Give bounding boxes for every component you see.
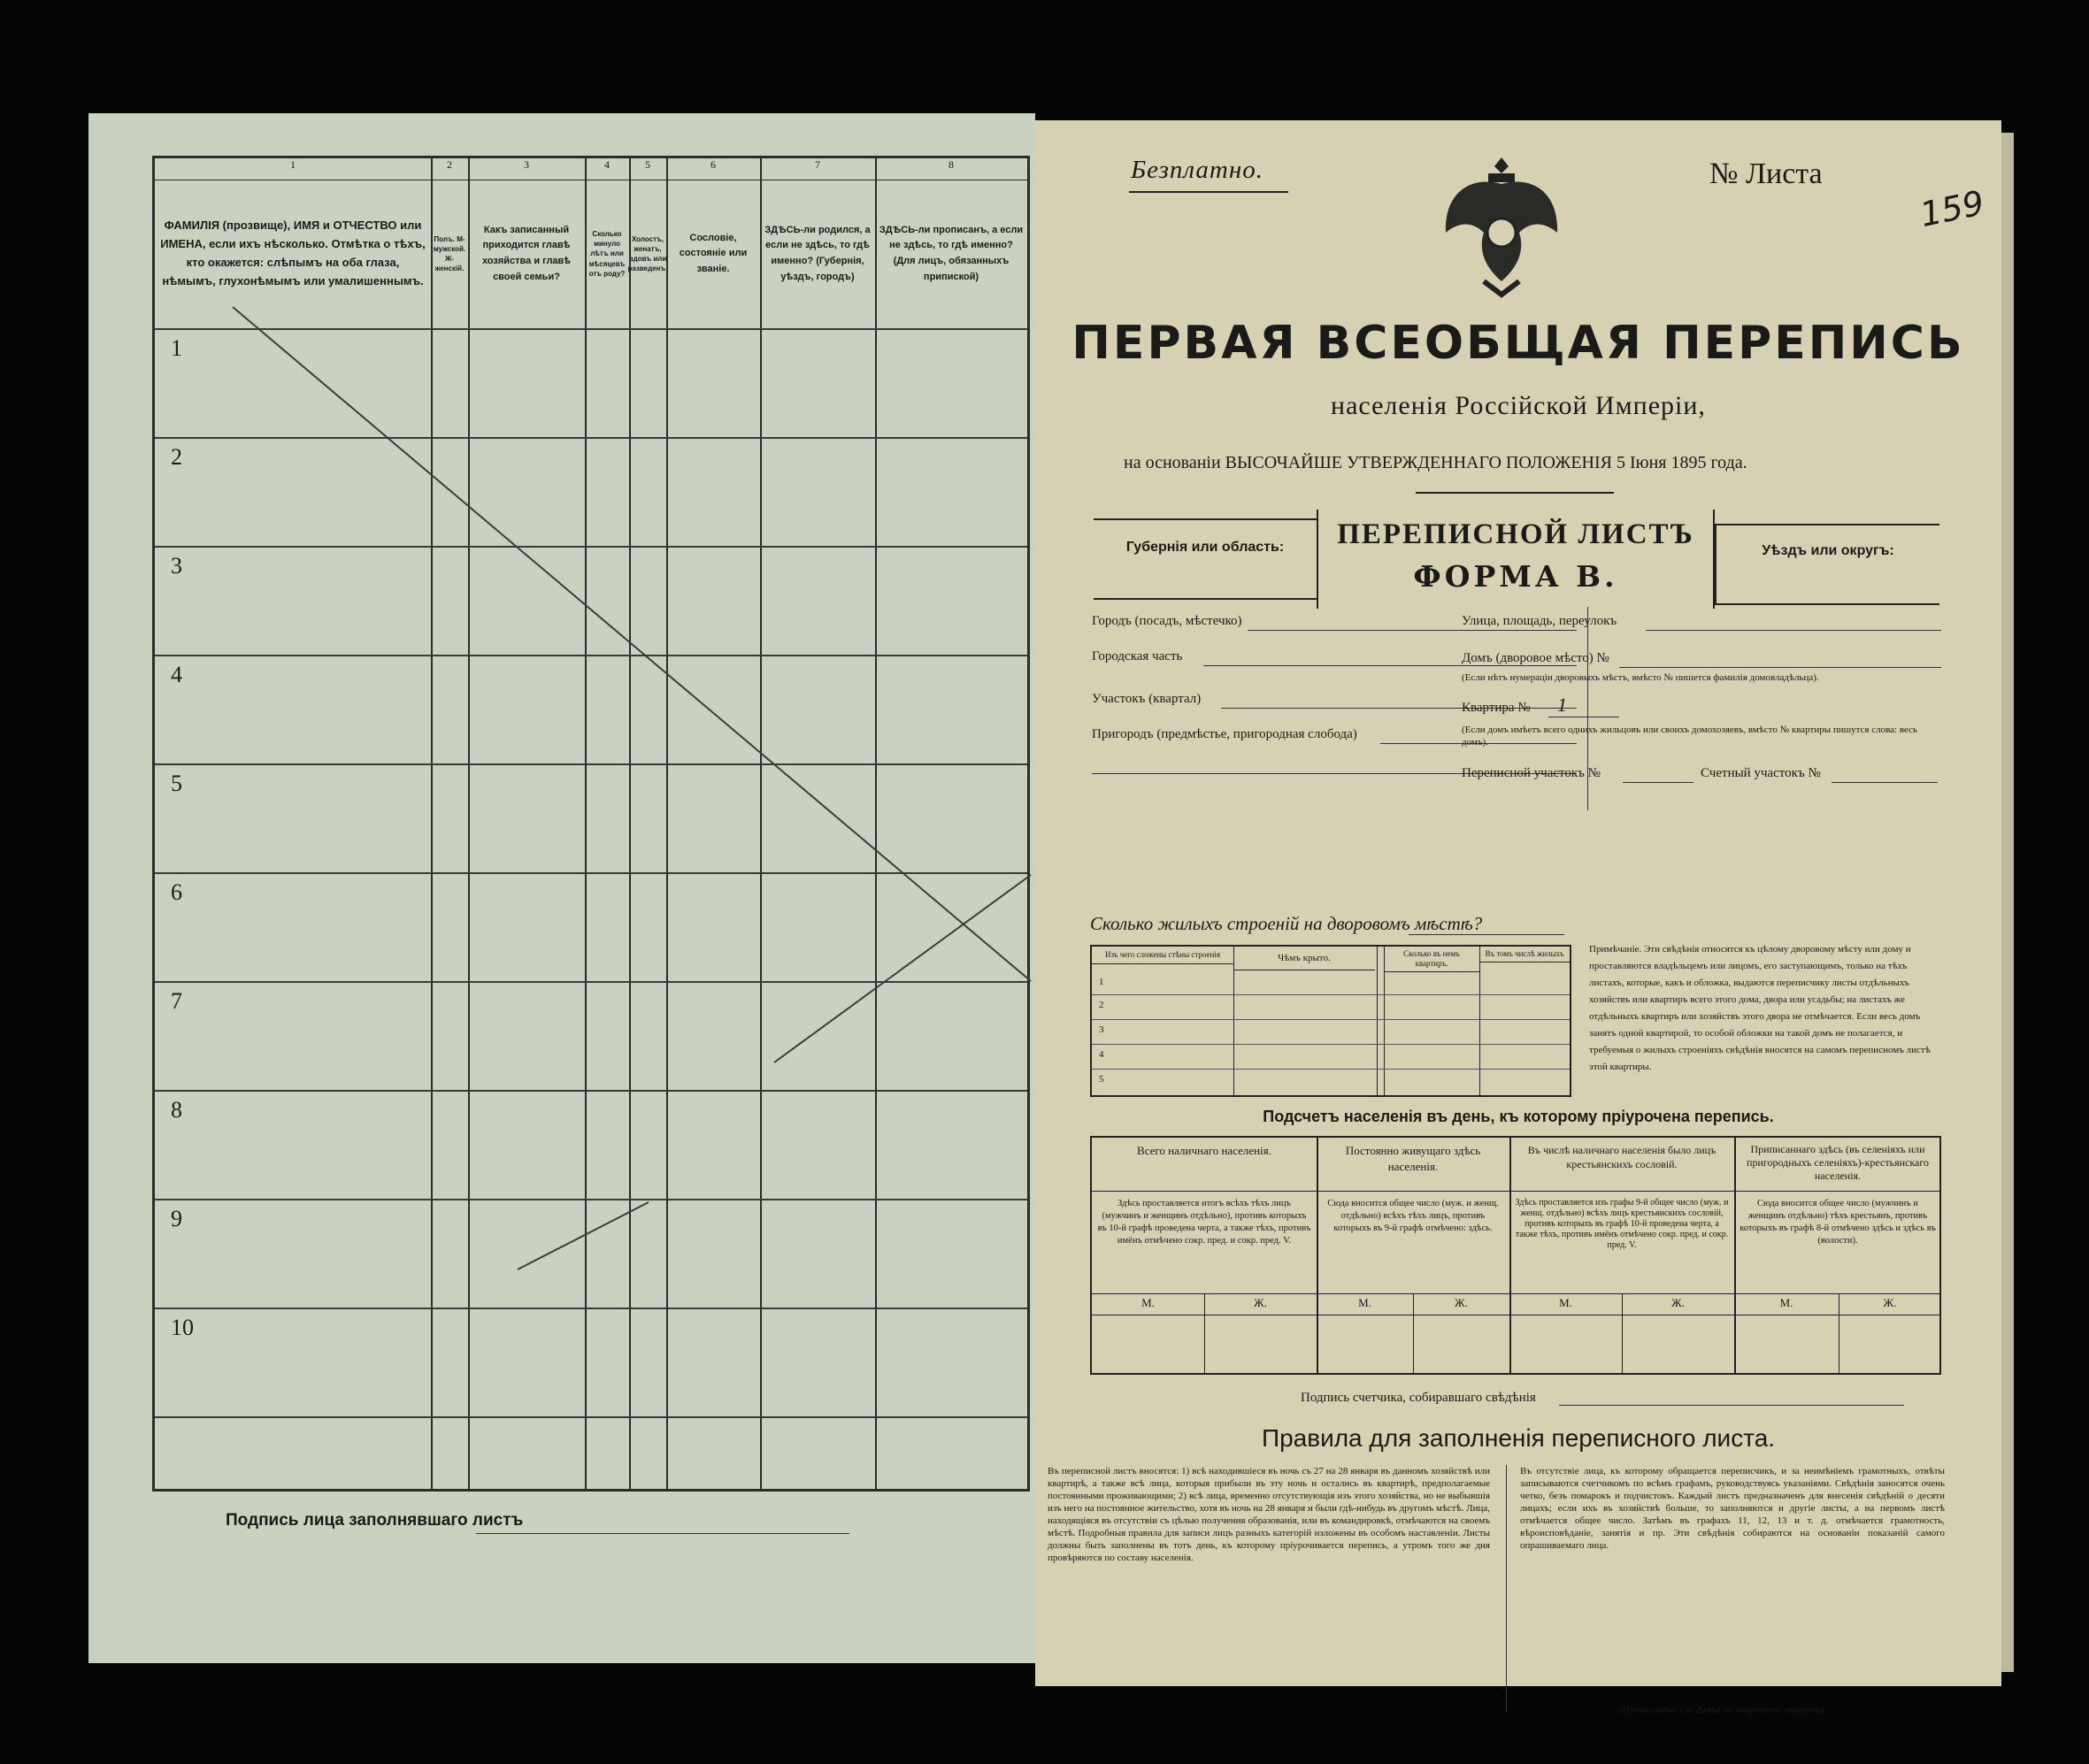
dwelling-row: 3 [1099, 1024, 1104, 1035]
col-number-1: 1 [155, 158, 431, 180]
rules-column-1: Въ переписной листъ вносятся: 1) всѣ находившіеся въ ночь съ 27 на 28 января въ данномъ хозяйствѣ или квартирѣ, а также всѣ лица, которыя прибыли въ эту ночь и остались въ квартирѣ, предполагаемые постоянными проживающими; 2) всѣ лица, временно отсутствующія изъ этого хозяйства, но не выбывшія изъ него на постоянное жительство, хотя въ ночь на 28 января и были гдѣ-нибудь въ другомъ мѣстѣ. Лица, находящіяся въ отсутствіи съ цѣлью получения образованія, или въ командировкѣ, отмѣчаются на своемъ мѣстѣ. Подробныя правила для записи лицъ разныхъ категорій изложены въ особомъ наставленіи. Листы должны быть заполнены въ тотъ день, къ которому пріурочивается перепись, а утромъ того же дня провѣряются по составу населенія. [1048, 1466, 1490, 1563]
dwelling-row: 2 [1099, 1000, 1104, 1010]
sheet-number-value: 159 [1916, 182, 1988, 235]
col-number-5: 5 [629, 158, 666, 180]
row-number: 3 [171, 553, 182, 579]
count-header-peasant: Въ числѣ наличнаго населенія было лицъ крестьянскихъ сословій. [1527, 1144, 1717, 1170]
pencil-strokes [155, 158, 1033, 1494]
dwelling-row: 4 [1099, 1049, 1104, 1060]
apartment-note: (Если домъ имѣетъ всего однихъ жильцовъ или своихъ домохозяевъ, вмѣсто № квартиры пишутся слова: весь домъ). [1462, 725, 1918, 748]
count-header-present: Всего наличнаго населенія. [1137, 1144, 1271, 1157]
col-number-7: 7 [760, 158, 875, 180]
header-age: Сколько минуло лѣтъ или мѣсяцевъ отъ роду? [588, 230, 626, 278]
sheet-number-label: № Листа [1709, 157, 1823, 190]
census-entry-table [152, 156, 1030, 1492]
row-number: 10 [171, 1315, 194, 1340]
field-street: Улица, площадь, переулокъ [1462, 614, 1617, 628]
field-line [1409, 934, 1564, 935]
column-divider [1233, 947, 1234, 1095]
field-suburb: Пригородъ (предмѣстье, пригородная слобода) [1092, 727, 1357, 741]
sex-female: Ж. [1455, 1296, 1468, 1309]
count-header-permanent: Постоянно живущаго здѣсь населенія. [1345, 1144, 1481, 1173]
sex-male: М. [1358, 1296, 1371, 1309]
dwelling-question: Сколько жилыхъ строеній на дворовомъ мѣстѣ? [1090, 913, 1483, 934]
row-number: 2 [171, 444, 182, 470]
counter-signature-line [1559, 1405, 1904, 1406]
page-title: ПЕРВАЯ ВСЕОБЩАЯ ПЕРЕПИСЬ [1071, 317, 1965, 370]
row-divider [1092, 1069, 1570, 1070]
field-apartment: Квартира № [1462, 701, 1531, 715]
count-header-registered: Приписаннаго здѣсь (въ селеніяхъ или пригородныхъ селеніяхъ)-крестьянскаго населенія. [1747, 1143, 1929, 1182]
field-line [1832, 782, 1938, 783]
field-counting-district: Счетный участокъ № [1701, 766, 1821, 780]
col-number-4: 4 [585, 158, 629, 180]
sex-female: Ж. [1254, 1296, 1267, 1309]
header-relation: Какъ записанный приходится главѣ хозяйства и главѣ своей семьи? [481, 224, 572, 282]
province-box [1094, 518, 1317, 600]
sheet-form: ФОРМА В. [1413, 559, 1618, 594]
imperial-eagle-icon [1435, 149, 1568, 299]
dwelling-header-roof: Чѣмъ крыто. [1233, 947, 1375, 970]
dwelling-table [1090, 945, 1571, 1097]
sheet-title-box [1317, 510, 1715, 609]
rules-title: Правила для заполненія переписного листа. [1261, 1424, 1776, 1452]
field-line [1646, 630, 1941, 631]
divider-line [1416, 492, 1614, 494]
row-number: 5 [171, 771, 182, 796]
header-name: ФАМИЛІЯ (прозвище), ИМЯ и ОТЧЕСТВО или ИМЕНА, если ихъ нѣсколько. Отмѣтка о тѣхъ, кто окажется: слѣпымъ на оба глаза, нѣмымъ, глухонѣмымъ или умалишеннымъ. [160, 219, 426, 288]
field-line [1619, 667, 1941, 668]
col-number-2: 2 [431, 158, 468, 180]
legal-basis: на основаніи ВЫСОЧАЙШЕ УТВЕРЖДЕННАГО ПОЛОЖЕНІЯ 5 Іюня 1895 года. [1124, 453, 1747, 472]
row-divider [1092, 1044, 1570, 1045]
header-sex: Полъ. М-мужской. Ж-женскій. [433, 234, 466, 273]
free-underline [1129, 191, 1288, 193]
row-number: 1 [171, 335, 182, 361]
count-desc-registered: Сюда вносится общее число (мужчинъ и женщинъ отдѣльно) тѣхъ крестьянъ, противъ которыхъ въ графѣ 8-й отмѣчено здѣсь и здѣсь въ (волости). [1740, 1199, 1936, 1246]
field-town: Городъ (посадъ, мѣстечко) [1092, 614, 1242, 628]
sheet-title: ПЕРЕПИСНОЙ ЛИСТЪ [1337, 518, 1694, 550]
dwelling-header-apartments: Сколько въ немъ квартиръ. [1384, 947, 1479, 972]
row-number: 7 [171, 988, 182, 1014]
counter-signature-label: Подпись счетчика, собиравшаго свѣдѣнія [1301, 1391, 1536, 1405]
row-number: 8 [171, 1097, 182, 1123]
count-desc-peasant: Здѣсь проставляется изъ графы 9-й общее число (муж. и женщ. отдѣльно) всѣхъ лицъ крестьянскихъ сословій, противъ которыхъ въ графѣ 10-й проведена черта, а также тѣхъ, противъ имёнъ отмѣчено сокр. пред. и сокр. пред. V. [1515, 1198, 1729, 1250]
header-registration: ЗДѢСЬ-ли прописанъ, а если не здѣсь, то гдѣ именно? (Для лицъ, обязанныхъ припиской) [879, 224, 1024, 282]
row-number: 9 [171, 1206, 182, 1231]
apartment-value: 1 [1557, 694, 1567, 716]
column-divider [1384, 947, 1385, 1095]
field-census-district: Переписной участокъ № [1462, 766, 1601, 780]
count-desc-present: Здѣсь проставляется итогъ всѣхъ тѣхъ лицъ (мужчинъ и женщинъ отдѣльно), противъ которыхъ въ 10-й графѣ проведена черта, а также тѣхъ, противъ имёнъ отмѣчено сокр. пред. и сокр. пред. V. [1097, 1199, 1311, 1246]
field-city-part: Городская часть [1092, 649, 1183, 663]
left-signature-line [476, 1533, 849, 1534]
sex-male: М. [1559, 1296, 1572, 1309]
page-edge [2001, 133, 2014, 1672]
dwelling-row: 1 [1099, 977, 1104, 987]
rules-divider [1506, 1465, 1507, 1713]
left-signature-label: Подпись лица заполнявшаго листъ [226, 1511, 524, 1530]
province-label: Губернія или область: [1125, 540, 1285, 555]
sex-female: Ж. [1671, 1296, 1685, 1309]
field-precinct: Участокъ (квартал) [1092, 692, 1202, 706]
population-count-table [1090, 1136, 1941, 1375]
dwelling-row: 5 [1099, 1074, 1104, 1085]
sex-male: М. [1779, 1296, 1793, 1309]
col-number-8: 8 [875, 158, 1027, 180]
col-number-6: 6 [666, 158, 760, 180]
row-number: 6 [171, 879, 182, 905]
rules-footer: (Продолженіе см. далѣе на оборотной сторонѣ) [1619, 1705, 1824, 1715]
rules-column-2: Въ отсутствіе лица, къ которому обращается переписчикъ, и за неимѣніемъ грамотныхъ, отвѣты записываются счетчикомъ по всѣмъ графамъ, руководствуясь указаніями. Свѣдѣнія заносятся очень четко, безъ помарокъ и подчистокъ. Каждый листъ предназначенъ для внесенія свѣдѣній о десяти лицахъ; если ихъ въ хозяйствѣ больше, то заполняются и другіе листы, а на первомъ листѣ отмѣчается общее число. Затѣмъ въ графахъ 11, 12, 13 и т. д. отмѣчается грамотность, вѣроисповѣданіе, занятія и пр. Эти свѣдѣнія собираются на основаніи показаній самого опрашиваемаго лица. [1520, 1466, 1945, 1551]
column-divider [1479, 947, 1480, 1095]
district-label: Уѣздъ или округъ: [1762, 543, 1894, 558]
field-house: Домъ (дворовое мѣсто) № [1462, 651, 1609, 665]
dwelling-remark: Примѣчаніе. Эти свѣдѣнія относятся къ цѣлому дворовому мѣсту или дому и проставляются владѣльцемъ или лицомъ, его заступающимъ, только на тѣхъ листахъ, которые, какъ и обложка, выдаются переписчику листы отдѣльныхъ хозяйствъ или квартиръ всего этого дома, двора или усадьбы; на листахъ же отдѣльныхъ квартиръ или хозяйствъ этого двора не отмѣчается. Если весь домъ занятъ одной квартирой, то особой обложки на такой домъ не полагается, и требуемыя о жилыхъ строеніяхъ свѣдѣнія вносятся на самомъ переписномъ листѣ этой квартиры. [1589, 944, 1931, 1072]
left-page [88, 113, 1035, 1663]
field-line [1248, 630, 1577, 631]
dwelling-header-residential: Въ томъ числѣ жилыхъ [1479, 947, 1570, 963]
page-subtitle: населенія Россійской Имперіи, [1331, 391, 1706, 420]
row-divider [1092, 1019, 1570, 1020]
field-line [1623, 782, 1693, 783]
row-divider [1092, 994, 1570, 995]
sex-female: Ж. [1883, 1296, 1897, 1309]
sex-male: М. [1141, 1296, 1155, 1309]
header-marital: Холостъ, женатъ, вдовъ или разведенъ. [627, 234, 668, 273]
col-number-3: 3 [468, 158, 585, 180]
free-label: Безплатно. [1131, 156, 1263, 184]
right-page [1035, 120, 2001, 1715]
header-estate: Сословіе, состояніе или званіе. [679, 232, 748, 274]
house-note: (Если нѣтъ нумераціи дворовыхъ мѣстъ, вмѣсто № пишется фамилія домовладѣльца). [1462, 672, 1819, 683]
count-title: Подсчетъ населенія въ день, къ которому пріурочена перепись. [1263, 1108, 1774, 1125]
count-desc-permanent: Сюда вносится общее число (муж. и женщ. отдѣльно) всѣхъ тѣхъ лицъ, противъ которыхъ въ 9-й графѣ отмѣчено: здѣсь. [1327, 1199, 1499, 1233]
row-divider [1092, 1191, 1939, 1192]
column-divider [1377, 947, 1378, 1095]
header-birthplace: ЗДѢСЬ-ли родился, а если не здѣсь, то гдѣ именно? (Губернія, уѣздъ, городъ) [764, 224, 871, 282]
row-number: 4 [171, 662, 182, 687]
district-box [1715, 524, 1939, 605]
dwelling-header-walls: Изъ чего сложены стѣны строенія [1092, 947, 1233, 964]
